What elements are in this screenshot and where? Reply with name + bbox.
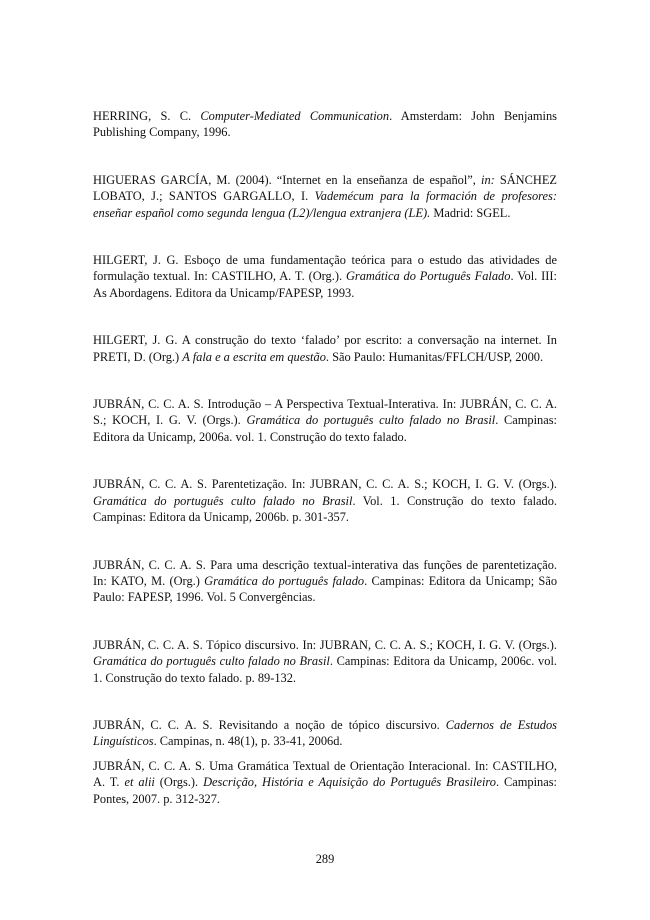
page-number: 289 [315,852,335,866]
ref-text: JUBRÁN, C. C. A. S. Introdução – A Perspectiva Textual-Interativa. In: JUBRÁN, C. C. A. S.; KOCH, I. G. V. (Orgs.). [93,397,557,428]
ref-title: Gramática do Português Falado [345,269,511,284]
ref-text: SÁNCHEZ LOBATO, J.; SANTOS GARGALLO, I. [93,172,557,204]
reference-entry [93,108,557,141]
reference-entry [93,396,557,445]
ref-text: . Vol. III: As Abordagens. Editora da Unicamp/FAPESP, 1993. [93,269,557,300]
ref-text: HILGERT, J. G. Esboço de uma fundamentação teórica para o estudo das atividades de formulação textual. In: CASTILHO, A. T. (Org.). [93,253,557,284]
ref-text: . São Paulo: Humanitas/FFLCH/USP, 2000. [325,349,544,364]
ref-marker: in: [481,172,495,187]
ref-text: . Vol. 1. Construção do texto falado. Campinas: Editora da Unicamp, 2006b. p. 301-357. [93,493,558,525]
ref-text: . Campinas: Editora da Unicamp, 2006a. vol. 1. Construção do texto falado. [93,413,557,444]
ref-text: JUBRÁN, C. C. A. S. Tópico discursivo. In: JUBRAN, C. C. A. S.; KOCH, I. G. V. (Orgs.). [93,637,557,652]
ref-text: . Campinas: Editora da Unicamp; São Paulo: FAPESP, 1996. Vol. 5 Convergências. [93,573,558,605]
ref-text: JUBRÁN, C. C. A. S. Revisitando a noção de tópico discursivo. [93,717,446,732]
ref-title: Gramática do português culto falado no Brasil [93,493,353,508]
ref-text: . Amsterdam: John Benjamins Publishing Company, 1996. [93,109,557,140]
ref-marker: et alii [124,775,155,790]
ref-text: . Campinas: Pontes, 2007. p. 312-327. [93,775,558,806]
ref-title: Descrição, História e Aquisição do Português Brasileiro [203,775,496,790]
reference-list [93,108,557,807]
reference-entry [93,172,557,221]
ref-title: Gramática do português culto falado no Brasil [93,654,330,669]
reference-entry [93,557,557,606]
ref-text: Madrid: SGEL. [430,205,511,220]
ref-title: Cadernos de Estudos Linguísticos [93,717,558,749]
ref-text: HERRING, S. C. [93,109,201,123]
ref-title: A fala e a escrita em questão [182,349,326,364]
ref-text: (Orgs.). [154,775,204,790]
ref-text: JUBRÁN, C. C. A. S. Para uma descrição textual-interativa das funções de parentetização. In: KATO, M. (Org.) [93,557,557,588]
ref-title: Computer-Mediated Communication [200,109,390,123]
reference-entry [93,717,557,750]
reference-entry [93,758,557,807]
reference-entry [93,637,557,686]
ref-text: . Campinas: Editora da Unicamp, 2006c. vol. 1. Construção do texto falado. p. 89-132. [93,654,557,685]
reference-entry [93,332,557,365]
ref-text: JUBRÁN, C. C. A. S. Parentetização. In: JUBRAN, C. C. A. S.; KOCH, I. G. V. (Orgs.). [93,477,557,492]
reference-entry [93,252,557,301]
ref-text: JUBRÁN, C. C. A. S. Uma Gramática Textual de Orientação Interacional. In: CASTILHO, A. T. [93,758,557,790]
ref-title: Gramática do português falado [204,573,365,588]
ref-text: . Campinas, n. 48(1), p. 33-41, 2006d. [153,734,343,749]
ref-text: HIGUERAS GARCÍA, M. (2004). “Internet en la enseñanza de español”, [93,172,481,187]
ref-text: HILGERT, J. G. A construção do texto ‘falado’ por escrito: a conversação na internet. In PRETI, D. (Org.) [93,333,557,364]
reference-entry [93,476,557,525]
ref-title: Vademécum para la formación de profesores: enseñar español como segunda lengua (L2)/lengua extranjera (LE). [93,189,557,220]
ref-title: Gramática do português culto falado no Brasil [246,413,496,428]
